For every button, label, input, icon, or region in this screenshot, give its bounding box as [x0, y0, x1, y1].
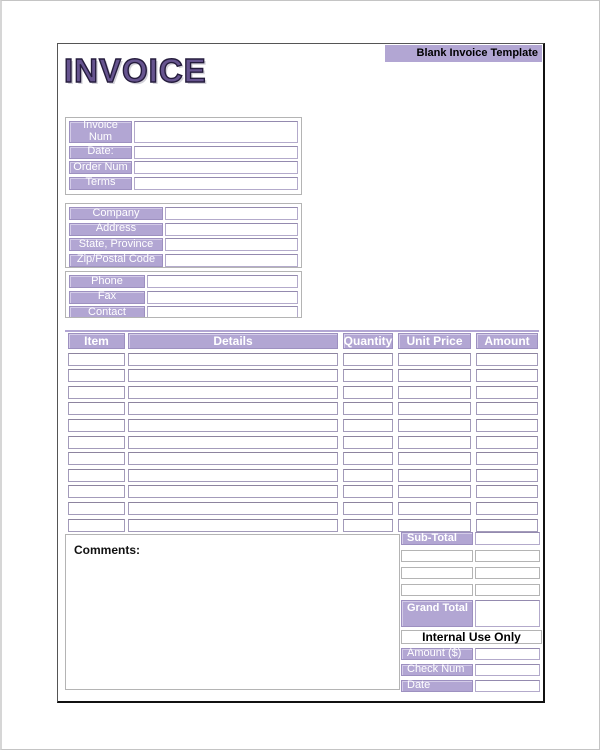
- table-row: [65, 369, 539, 382]
- company-field[interactable]: [165, 207, 298, 220]
- amount-paid-label: Amount ($): [401, 648, 473, 660]
- amount-cell[interactable]: [476, 419, 538, 432]
- template-banner: Blank Invoice Template: [385, 45, 542, 62]
- extra-charge-field[interactable]: [475, 567, 540, 579]
- amount-cell[interactable]: [476, 502, 538, 515]
- extra-charge-row: [401, 550, 542, 562]
- table-row: [65, 386, 539, 399]
- details-cell[interactable]: [128, 353, 338, 366]
- items-table: [65, 330, 539, 532]
- item-cell[interactable]: [68, 353, 125, 366]
- fax-field[interactable]: [147, 291, 298, 304]
- unit-price-cell[interactable]: [398, 353, 471, 366]
- date-row: [69, 146, 298, 159]
- details-cell[interactable]: [128, 386, 338, 399]
- details-cell[interactable]: [128, 519, 338, 532]
- details-cell[interactable]: [128, 419, 338, 432]
- totals-section: [401, 532, 542, 696]
- amount-paid-row: [401, 648, 542, 660]
- item-cell[interactable]: [68, 502, 125, 515]
- order-num-row: [69, 161, 298, 174]
- unit-price-cell[interactable]: [398, 485, 471, 498]
- grand-total-label: Grand Total: [401, 600, 473, 627]
- terms-field[interactable]: [134, 177, 298, 190]
- amount-cell[interactable]: [476, 452, 538, 465]
- extra-charge-label-box[interactable]: [401, 584, 473, 596]
- col-header-details: Details: [128, 333, 338, 349]
- item-cell[interactable]: [68, 369, 125, 382]
- contact-details-block: [65, 271, 302, 318]
- subtotal-row: [401, 532, 542, 545]
- quantity-cell[interactable]: [343, 353, 393, 366]
- comments-label: Comments:: [74, 543, 141, 557]
- extra-charge-field[interactable]: [475, 584, 540, 596]
- subtotal-label: Sub-Total: [401, 532, 473, 545]
- details-cell[interactable]: [128, 436, 338, 449]
- address-label: Address: [69, 223, 163, 236]
- paid-date-label: Date: [401, 680, 473, 692]
- state-province-row: [69, 238, 298, 251]
- grand-total-row: [401, 600, 542, 627]
- quantity-cell[interactable]: [343, 519, 393, 532]
- item-cell[interactable]: [68, 419, 125, 432]
- table-row: [65, 419, 539, 432]
- amount-paid-field[interactable]: [475, 648, 540, 660]
- item-cell[interactable]: [68, 402, 125, 415]
- zip-postal-label: Zip/Postal Code: [69, 254, 163, 267]
- unit-price-cell[interactable]: [398, 386, 471, 399]
- address-row: [69, 223, 298, 236]
- invoice-document: [57, 43, 545, 703]
- extra-charge-label-box[interactable]: [401, 567, 473, 579]
- comments-box[interactable]: [65, 534, 400, 690]
- check-num-field[interactable]: [475, 664, 540, 676]
- address-field[interactable]: [165, 223, 298, 236]
- paid-date-row: [401, 680, 542, 692]
- phone-row: [69, 275, 298, 288]
- col-header-quantity: Quantity: [343, 334, 393, 348]
- extra-charge-row: [401, 584, 542, 596]
- table-row: [65, 402, 539, 415]
- phone-label: Phone: [69, 275, 145, 288]
- items-header-row: [65, 333, 539, 349]
- quantity-cell[interactable]: [343, 485, 393, 498]
- table-top-rule: [65, 330, 539, 332]
- invoice-num-field[interactable]: [134, 121, 298, 143]
- subtotal-field[interactable]: [475, 532, 540, 545]
- amount-cell[interactable]: [476, 469, 538, 482]
- item-cell[interactable]: [68, 485, 125, 498]
- unit-price-cell[interactable]: [398, 419, 471, 432]
- item-cell[interactable]: [68, 519, 125, 532]
- amount-cell[interactable]: [476, 386, 538, 399]
- terms-label: Terms: [69, 177, 132, 190]
- unit-price-cell[interactable]: [398, 452, 471, 465]
- phone-field[interactable]: [147, 275, 298, 288]
- invoice-details-block: [65, 117, 302, 195]
- unit-price-cell[interactable]: [398, 502, 471, 515]
- table-row: [65, 519, 539, 532]
- amount-cell[interactable]: [476, 369, 538, 382]
- company-details-block: [65, 203, 302, 268]
- table-row: [65, 469, 539, 482]
- internal-use-only-header: Internal Use Only: [401, 630, 542, 644]
- contact-field[interactable]: [147, 306, 298, 318]
- amount-cell[interactable]: [476, 402, 538, 415]
- details-cell[interactable]: [128, 502, 338, 515]
- table-row: [65, 452, 539, 465]
- invoice-num-label: Invoice Num: [69, 121, 132, 143]
- table-row: [65, 353, 539, 366]
- company-row: [69, 207, 298, 220]
- state-province-label: State, Province: [69, 238, 163, 251]
- amount-cell[interactable]: [476, 519, 538, 532]
- table-row: [65, 485, 539, 498]
- quantity-cell[interactable]: [343, 369, 393, 382]
- check-num-label: Check Num: [401, 664, 473, 676]
- date-field[interactable]: [134, 146, 298, 159]
- extra-charge-field[interactable]: [475, 550, 540, 562]
- date-label: Date:: [69, 146, 132, 159]
- quantity-cell[interactable]: [343, 436, 393, 449]
- quantity-cell[interactable]: [343, 502, 393, 515]
- fax-row: [69, 291, 298, 304]
- col-header-item: Item: [68, 333, 125, 349]
- quantity-cell[interactable]: [343, 469, 393, 482]
- contact-label: Contact: [69, 306, 145, 318]
- amount-cell[interactable]: [476, 353, 538, 366]
- zip-postal-row: [69, 254, 298, 267]
- quantity-cell[interactable]: [343, 452, 393, 465]
- unit-price-cell[interactable]: [398, 519, 471, 532]
- contact-row: [69, 306, 298, 318]
- amount-cell[interactable]: [476, 485, 538, 498]
- table-row: [65, 502, 539, 515]
- paid-date-field[interactable]: [475, 680, 540, 692]
- details-cell[interactable]: [128, 485, 338, 498]
- details-cell[interactable]: [128, 402, 338, 415]
- page-title: INVOICE: [64, 52, 207, 89]
- extra-charge-row: [401, 567, 542, 579]
- unit-price-cell[interactable]: [398, 402, 471, 415]
- item-cell[interactable]: [68, 436, 125, 449]
- item-cell[interactable]: [68, 469, 125, 482]
- fax-label: Fax: [69, 291, 145, 304]
- item-cell[interactable]: [68, 452, 125, 465]
- col-header-unit-price: Unit Price: [398, 333, 471, 349]
- quantity-cell[interactable]: [343, 419, 393, 432]
- order-num-field[interactable]: [134, 161, 298, 174]
- amount-cell[interactable]: [476, 436, 538, 449]
- unit-price-cell[interactable]: [398, 469, 471, 482]
- terms-row: [69, 177, 298, 190]
- extra-charge-label-box[interactable]: [401, 550, 473, 562]
- item-cell[interactable]: [68, 386, 125, 399]
- zip-postal-field[interactable]: [165, 254, 298, 267]
- check-num-row: [401, 664, 542, 676]
- table-row: [65, 436, 539, 449]
- state-province-field[interactable]: [165, 238, 298, 251]
- company-label: Company: [69, 207, 163, 220]
- unit-price-cell[interactable]: [398, 436, 471, 449]
- grand-total-field[interactable]: [475, 600, 540, 627]
- quantity-cell[interactable]: [343, 402, 393, 415]
- quantity-cell[interactable]: [343, 386, 393, 399]
- col-header-amount: Amount: [476, 333, 538, 349]
- unit-price-cell[interactable]: [398, 369, 471, 382]
- details-cell[interactable]: [128, 369, 338, 382]
- order-num-label: Order Num: [69, 161, 132, 174]
- invoice-num-row: [69, 121, 298, 143]
- items-rows: [65, 353, 539, 532]
- details-cell[interactable]: [128, 452, 338, 465]
- details-cell[interactable]: [128, 469, 338, 482]
